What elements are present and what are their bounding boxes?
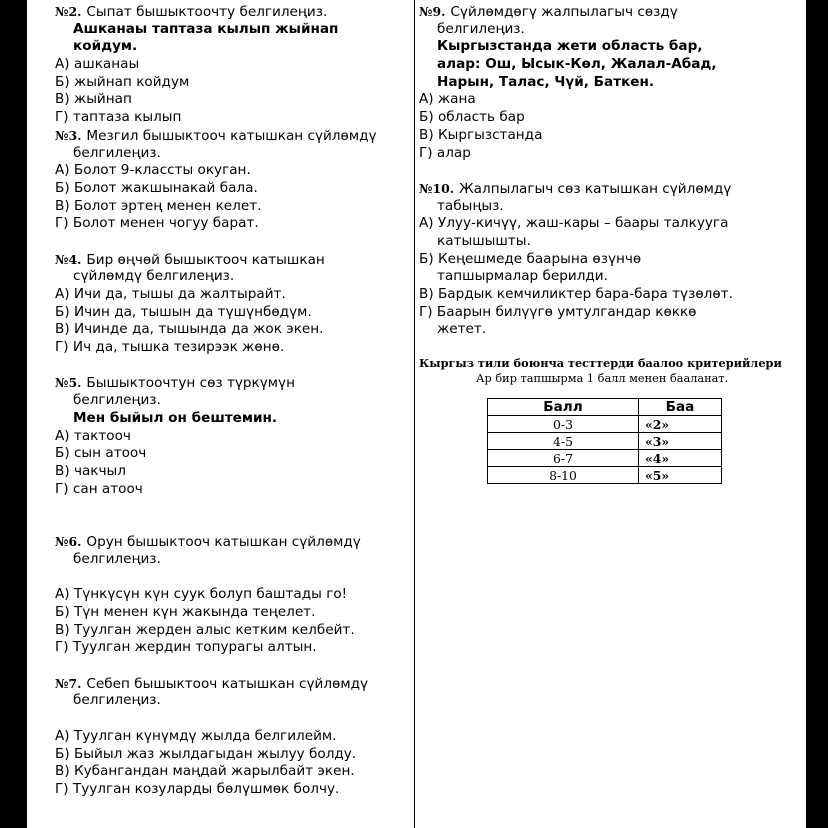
test-page: [27, 0, 806, 828]
question-2-sentence: Ашканаы таптаза кылып жыйнап: [73, 20, 339, 37]
question-10-prompt: табыңыз.: [437, 197, 504, 214]
option-b: Б) Ичин да, тышын да түшүнбөдүм.: [55, 303, 312, 320]
option-c: В) Кыргызстанда: [419, 126, 543, 143]
option-b: Б) жыйнап койдум: [55, 73, 190, 90]
question-9-prompt: №9. Сүйлөмдөгү жалпылагыч сөздү: [419, 4, 678, 20]
question-6-prompt: №6. Орун бышыктооч катышкан сүйлөмдү: [55, 534, 361, 551]
table-row: [488, 450, 722, 467]
question-2-sentence: койдум.: [73, 38, 138, 55]
option-b: Б) Болот жакшынакай бала.: [55, 179, 258, 196]
grade-cell: «3»: [639, 433, 722, 450]
grade-cell: «5»: [639, 467, 722, 484]
option-d: Г) таптаза кылып: [55, 109, 182, 126]
option-a: А) Туулган күнүмдү жылда белгилейм.: [55, 727, 337, 744]
grade-cell: «4»: [639, 450, 722, 467]
question-2: [55, 3, 411, 127]
question-5-prompt: №5. Бышыктоочтун сөз түркүмүн: [55, 375, 295, 392]
score-cell: 6-7: [488, 450, 639, 467]
question-9-sentence: алар: Ош, Ысык-Көл, Жалал-Абад,: [437, 56, 717, 73]
question-5: [55, 374, 411, 498]
question-6-prompt: белгилеңиз.: [73, 550, 161, 567]
option-d: Г) Ич да, тышка тезирээк жөнө.: [55, 339, 285, 356]
question-3-prompt: белгилеңиз.: [73, 144, 161, 161]
option-b: Б) Кеңешмеде баарына өзүнчө: [419, 250, 642, 267]
option-d: Г) Туулган жердин топурагы алтын.: [55, 639, 317, 656]
option-b: Б) Быйыл жаз жылдагыдан жылуу болду.: [55, 745, 357, 762]
score-cell: 4-5: [488, 433, 639, 450]
option-d: Г) алар: [419, 144, 471, 161]
grade-cell: «2»: [639, 416, 722, 433]
option-a: А) Түнкүсүн күн суук болуп баштады го!: [55, 586, 348, 603]
question-9-sentence: Кыргызстанда жети область бар,: [437, 38, 703, 55]
question-3-prompt: №3. Мезгил бышыктооч катышкан сүйлөмдү: [55, 127, 377, 144]
left-column: [55, 3, 411, 799]
criteria-table: [487, 398, 722, 484]
question-10: [419, 180, 805, 339]
criteria-subtitle: Ар бир тапшырма 1 балл менен бааланат.: [476, 372, 729, 386]
option-c: В) жыйнап: [55, 91, 132, 108]
option-a: А) Улуу-кичүү, жаш-кары – баары талкууга: [419, 215, 729, 232]
option-c: В) Ичинде да, тышында да жок экен.: [55, 321, 324, 338]
table-row: [488, 467, 722, 484]
question-4-prompt: №4. Бир өңчөй бышыктооч катышкан: [55, 251, 325, 268]
question-9: [419, 3, 805, 162]
question-7-prompt: белгилеңиз.: [73, 692, 161, 709]
column-header-score: Балл: [488, 399, 639, 416]
option-d: Г) Туулган козуларды бөлүшмөк болчу.: [55, 780, 340, 797]
question-7-prompt: №7. Себеп бышыктооч катышкан сүйлөмдү: [55, 675, 369, 692]
question-4-prompt: сүйлөмдү белгилеңиз.: [73, 268, 235, 285]
score-cell: 8-10: [488, 467, 639, 484]
option-c: В) Болот эртең менен келет.: [55, 197, 262, 214]
option-a: А) ашканаы: [55, 56, 140, 73]
question-4: [55, 251, 411, 357]
option-c: В) Туулган жерден алыс кетким келбейт.: [55, 621, 355, 638]
table-row: [488, 433, 722, 450]
question-6: [55, 533, 411, 657]
column-divider: [414, 0, 415, 828]
option-b: Б) сын атооч: [55, 445, 147, 462]
option-c: В) чакчыл: [55, 462, 126, 479]
option-a: А) Ичи да, тышы да жалтырайт.: [55, 286, 286, 302]
column-header-grade: Баа: [639, 399, 722, 416]
question-3: [55, 127, 411, 233]
table-row: [488, 416, 722, 433]
option-d: жетет.: [437, 321, 487, 338]
option-c: В) Кубангандан маңдай жарылбайт экен.: [55, 763, 355, 780]
option-a: катышышты.: [437, 232, 531, 249]
grading-criteria: [419, 356, 805, 484]
option-d: Г) Баарын билүүгө умтулгандар көккө: [419, 303, 697, 320]
option-a: А) жана: [419, 91, 476, 108]
question-9-sentence: Нарын, Талас, Чүй, Баткен.: [437, 73, 655, 90]
question-9-prompt: белгилеңиз.: [437, 20, 525, 37]
question-7: [55, 675, 411, 799]
table-header-row: [488, 399, 722, 416]
criteria-title: Кыргыз тили боюнча тесттерди баалоо критерийлери: [419, 356, 782, 371]
question-2-prompt: №2. Сыпат бышыктоочту белгилеңиз.: [55, 4, 328, 20]
option-a: А) тактооч: [55, 427, 131, 444]
option-d: Г) Болот менен чогуу барат.: [55, 215, 259, 232]
question-10-prompt: №10. Жалпылагыч сөз катышкан сүйлөмдү: [419, 180, 732, 197]
option-d: Г) сан атооч: [55, 480, 143, 497]
option-b: Б) область бар: [419, 109, 525, 126]
option-b: тапшырмалар берилди.: [437, 268, 608, 285]
right-column: [419, 3, 805, 484]
score-cell: 0-3: [488, 416, 639, 433]
question-5-prompt: белгилеңиз.: [73, 392, 161, 409]
option-a: А) Болот 9-классты окуган.: [55, 162, 251, 179]
question-5-sentence: Мен быйыл он бештемин.: [73, 409, 278, 426]
option-c: В) Бардык кемчиликтер бара-бара түзөлөт.: [419, 286, 733, 302]
option-b: Б) Түн менен күн жакында теңелет.: [55, 604, 316, 620]
